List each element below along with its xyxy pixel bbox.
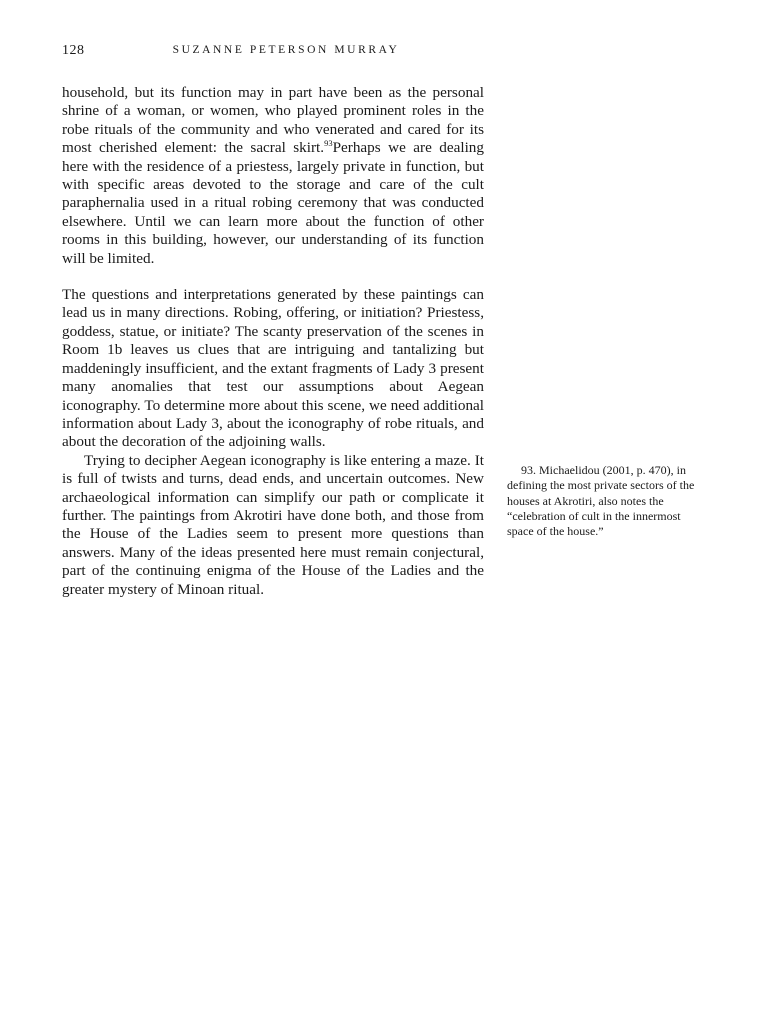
paragraph-text: Perhaps we are dealing here with the residence of a priestess, largely private in function, but with specific areas devoted to the storage and care of the cult paraphernalia used in a ritual robing ceremony that was conducted elsewhere. Until we can learn more about the function of other rooms in this building, however, our understanding of its function will be limited. — [62, 139, 484, 267]
paragraph: Trying to decipher Aegean iconography is like entering a maze. It is full of twists and turns, dead ends, and uncertain outcomes. New archaeological information can simplify our path or complicate it further. The paintings from Akrotiri have done both, and those from the House of the Ladies seem to present more questions than answers. Many of the ideas presented here must remain conjectural, part of the continuing enigma of the House of the Ladies and the greater mystery of Minoan ritual. — [62, 451, 484, 598]
paragraph-continued — [62, 84, 484, 268]
paragraph: The questions and interpretations generated by these paintings can lead us in many directions. Robing, offering, or initiation? Priestess, goddess, statue, or initiate? The scanty preservation of the scenes in Room 1b leaves us clues that are intriguing and tantalizing but maddeningly insufficient, and the extant fragments of Lady 3 present many anomalies that test our assumptions about Aegean iconography. To determine more about this scene, we need additional information about Lady 3, about the iconography of robe rituals, and about the decoration of the adjoining walls. — [62, 286, 484, 451]
running-head — [62, 43, 492, 63]
footnote-text: 93. Michaelidou (2001, p. 470), in defining the most private sectors of the houses at Akrotiri, also notes the “celebration of cult in the innermost space of the house.” — [507, 463, 695, 539]
paragraph-text: household, but its function may in part have been as the personal shrine of a woman, or women, who played prominent roles in the robe rituals of the community and who venerated and cared for its most cherished element: the sacral skirt. — [62, 84, 484, 157]
page-number: 128 — [62, 43, 85, 58]
footnote-sidenote — [507, 463, 707, 539]
footnote-reference: 93 — [324, 138, 333, 149]
running-head-author: SUZANNE PETERSON MURRAY — [172, 44, 400, 56]
main-text-column — [62, 84, 484, 599]
